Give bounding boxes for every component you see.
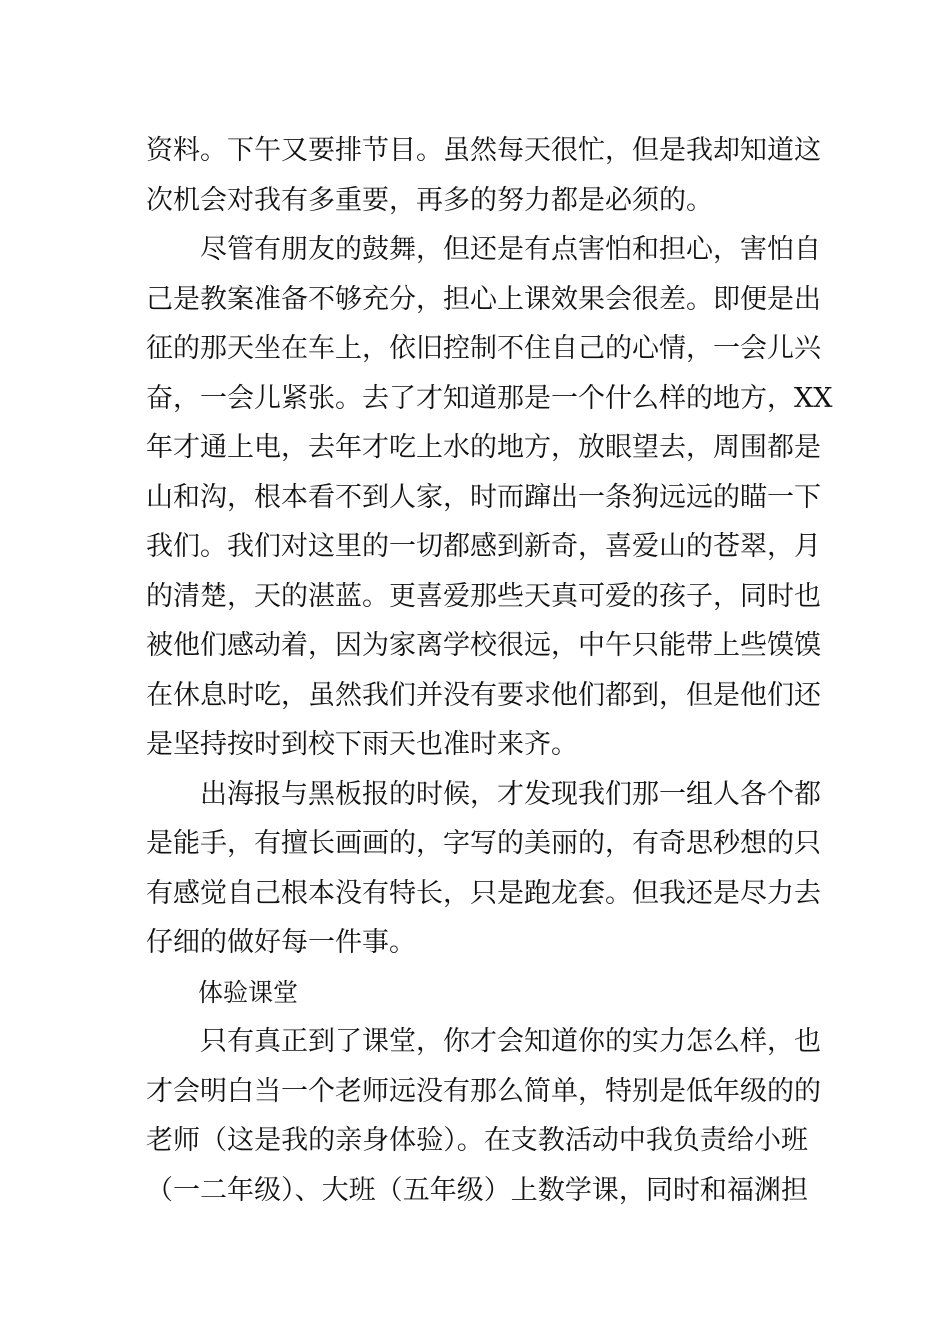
section-heading: 体验课堂 <box>198 977 299 1007</box>
paragraph-4-line-3: 老师（这是我的亲身体验）。在支教活动中我负责给小班 <box>146 1125 808 1156</box>
paragraph-2-line-7: 我们。我们对这里的一切都感到新奇，喜爱山的苍翠，月 <box>146 531 821 562</box>
paragraph-3-line-4: 仔细的做好每一件事。 <box>146 927 416 958</box>
paragraph-3-line-3: 有感觉自己根本没有特长，只是跑龙套。但我还是尽力去 <box>146 877 821 909</box>
paragraph-3-line-1: 出海报与黑板报的时候，才发现我们那一组人各个都 <box>200 778 821 810</box>
document-body <box>146 126 833 1215</box>
paragraph-4-line-1: 只有真正到了课堂，你才会知道你的实力怎么样，也 <box>200 1026 821 1057</box>
paragraph-2-line-2: 己是教案准备不够充分，担心上课效果会很差。即便是出 <box>146 283 821 315</box>
paragraph-2-line-1: 尽管有朋友的鼓舞，但还是有点害怕和担心，害怕自 <box>200 234 821 265</box>
paragraph-2-line-9: 被他们感动着，因为家离学校很远，中午只能带上些馍馍 <box>146 630 821 661</box>
paragraph-2-line-8: 的清楚，天的湛蓝。更喜爱那些天真可爱的孩子，同时也 <box>146 580 821 612</box>
paragraph-3-line-2: 是能手，有擅长画画的，字写的美丽的，有奇思秒想的只 <box>146 828 821 859</box>
paragraph-2-line-6: 山和沟，根本看不到人家，时而蹿出一条狗远远的瞄一下 <box>146 481 821 513</box>
paragraph-1-line-2: 次机会对我有多重要，再多的努力都是必须的。 <box>146 184 713 216</box>
paragraph-4-line-2: 才会明白当一个老师远没有那么简单，特别是低年级的的 <box>146 1075 821 1107</box>
paragraph-1-line-1: 资料。下午又要排节目。虽然每天很忙，但是我却知道这 <box>146 135 821 166</box>
paragraph-2-line-3: 征的那天坐在车上，依旧控制不住自己的心情，一会儿兴 <box>146 333 821 364</box>
paragraph-2-line-5: 年才通上电，去年才吃上水的地方，放眼望去，周围都是 <box>146 432 821 463</box>
paragraph-4-line-4: （一二年级）、大班（五年级）上数学课，同时和福渊担 <box>146 1174 808 1206</box>
paragraph-2-line-10: 在休息时吃，虽然我们并没有要求他们都到，但是他们还 <box>146 679 821 711</box>
paragraph-2-line-4: 奋，一会儿紧张。去了才知道那是一个什么样的地方，XX <box>146 382 833 414</box>
paragraph-2-line-11: 是坚持按时到校下雨天也准时来齐。 <box>146 729 578 760</box>
